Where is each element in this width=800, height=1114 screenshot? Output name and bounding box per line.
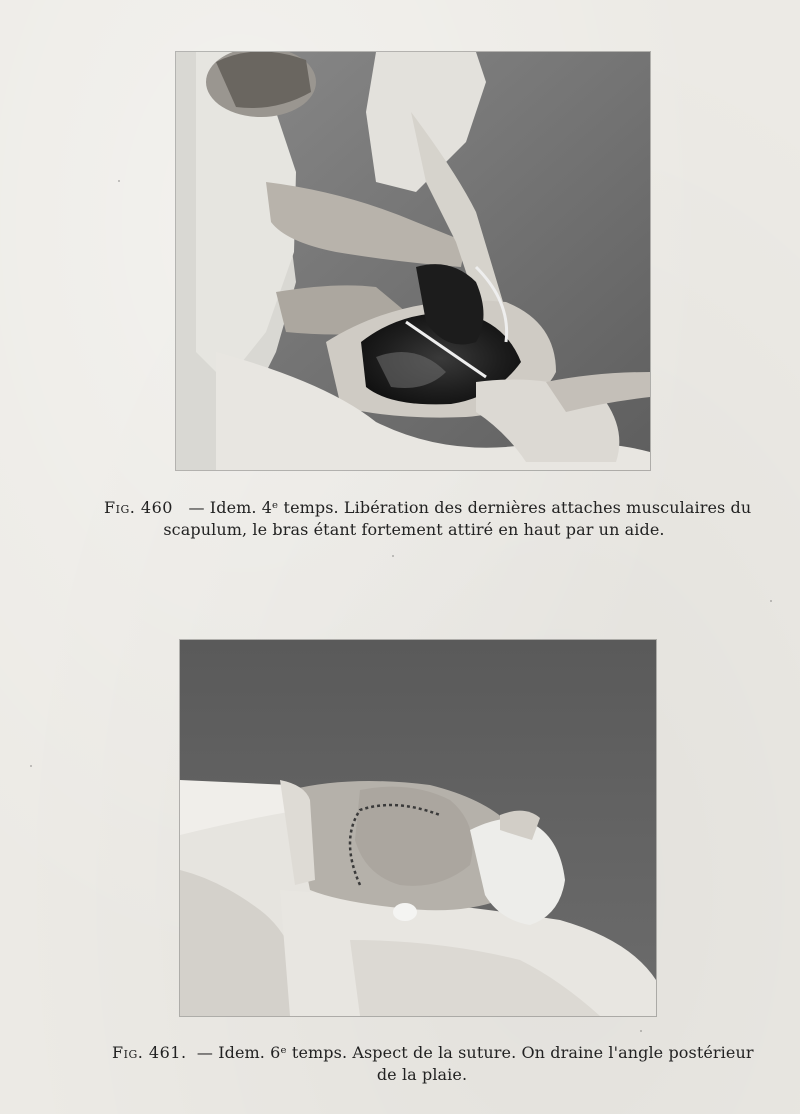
figure-label: Fig. 461. xyxy=(112,1043,187,1062)
figure-460-caption xyxy=(104,497,752,541)
caption-line xyxy=(104,497,752,519)
surgery-photo-illustration xyxy=(176,52,650,470)
paper-speck xyxy=(640,1030,642,1032)
paper-speck xyxy=(770,600,772,602)
figure-461-caption xyxy=(112,1042,754,1086)
paper-speck xyxy=(30,765,32,767)
caption-text: — Idem. 6ᵉ temps. Aspect de la suture. On draine l'angle postérieur xyxy=(196,1043,754,1062)
paper-speck xyxy=(392,555,394,557)
caption-line: de la plaie. xyxy=(376,1065,468,1084)
suture-photo-illustration xyxy=(180,640,656,1016)
figure-460-photograph xyxy=(176,52,650,470)
caption-line: scapulum, le bras étant fortement attiré en haut par un aide. xyxy=(163,520,665,539)
caption-text: — Idem. 4ᵉ temps. Libération des dernières attaches musculaires du xyxy=(188,498,752,517)
paper-speck xyxy=(118,180,120,182)
figure-461-photograph xyxy=(180,640,656,1016)
caption-line xyxy=(112,1042,754,1064)
figure-label: Fig. 460 xyxy=(104,498,173,517)
